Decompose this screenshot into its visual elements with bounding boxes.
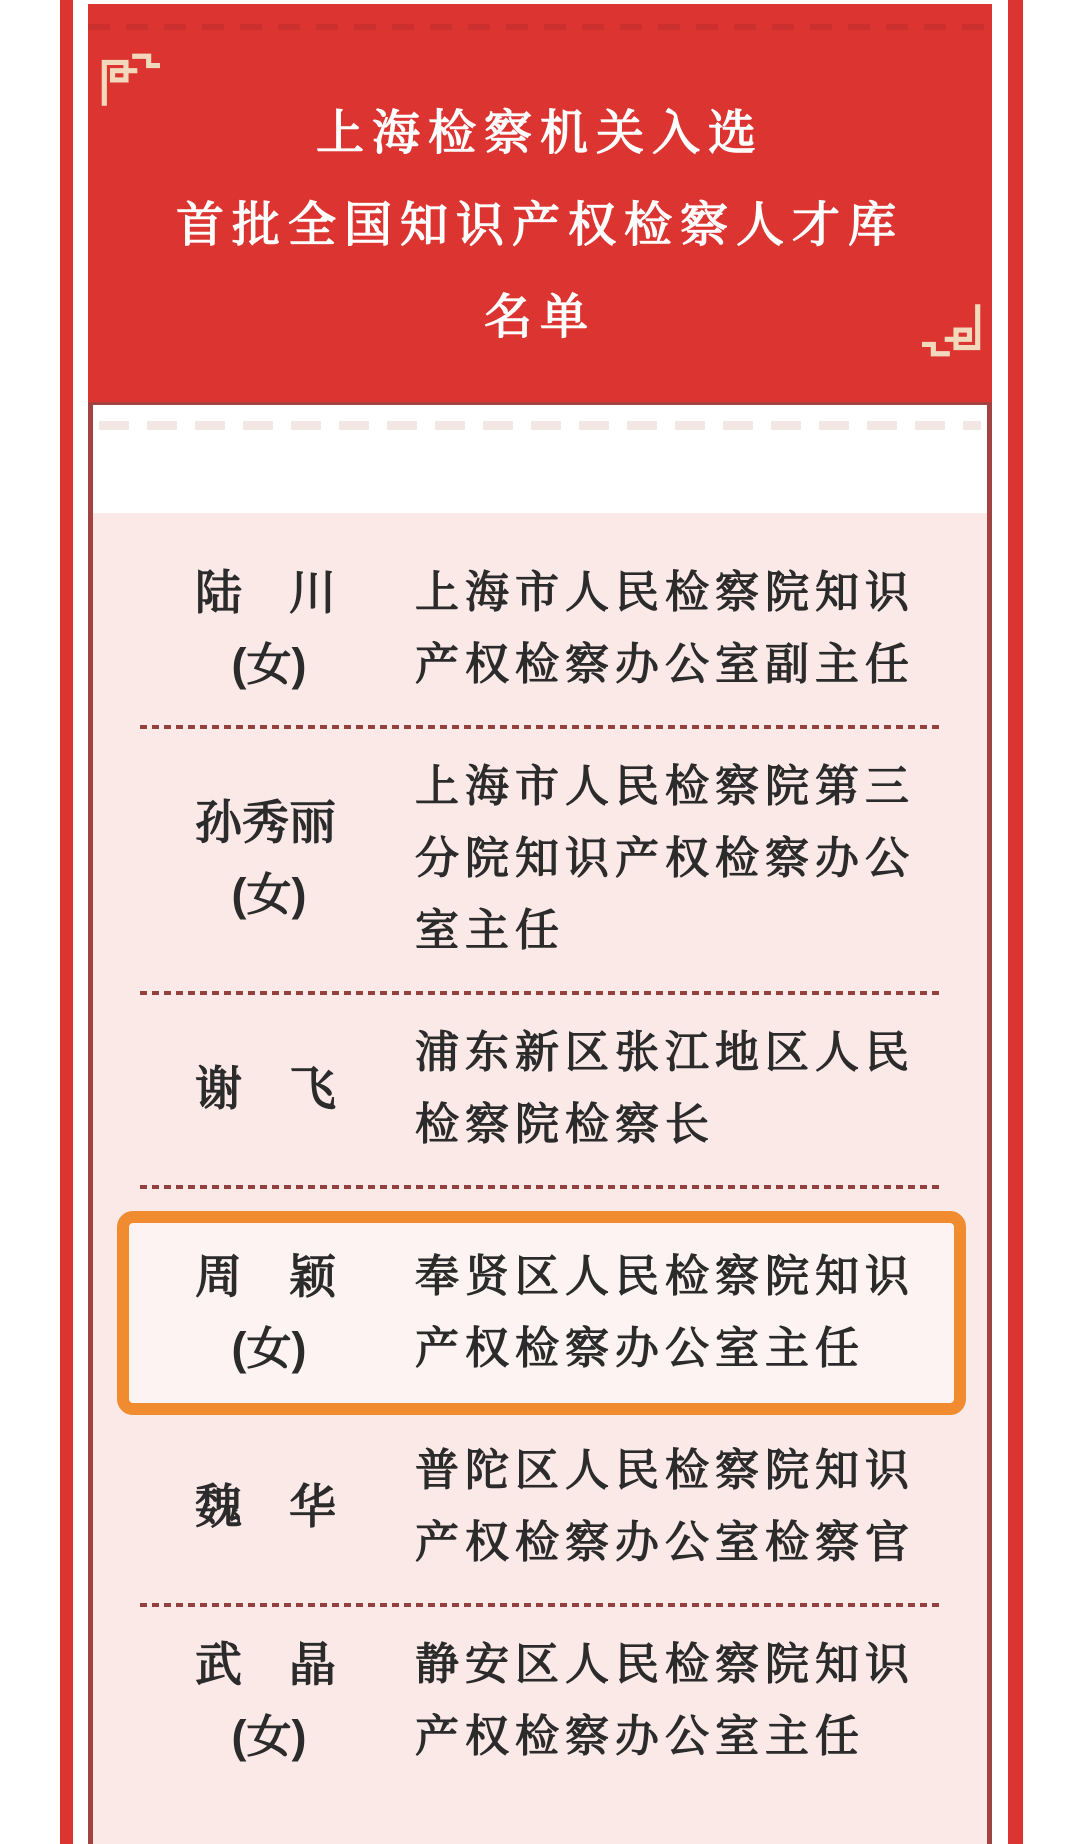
person-name: 魏 华	[195, 1480, 336, 1533]
person-title-line: 产权检察办公室主任	[415, 1324, 865, 1373]
person-name: 陆 川	[195, 566, 336, 619]
person-title-block	[415, 1017, 987, 1161]
list-item	[93, 1435, 987, 1579]
dashed-separator	[140, 725, 940, 729]
list-item	[93, 751, 987, 967]
gender-note: (女)	[231, 869, 307, 920]
dashed-separator	[140, 991, 940, 995]
person-title-line: 静安区人民检察院知识	[415, 1640, 915, 1689]
header-title-line-1: 上海检察机关入选	[315, 107, 764, 160]
person-title-block	[415, 751, 987, 967]
right-red-stripe	[1008, 0, 1023, 1844]
person-title-line: 普陀区人民检察院知识	[415, 1446, 915, 1495]
person-title-line: 产权检察办公室检察官	[415, 1518, 915, 1567]
person-title-line: 室主任	[415, 906, 565, 955]
perforation-line	[99, 421, 981, 430]
list-item	[93, 1629, 987, 1773]
person-name: 周 颖	[195, 1250, 336, 1303]
person-title-block	[415, 557, 987, 701]
list-panel	[88, 405, 992, 1844]
person-title-line: 产权检察办公室副主任	[415, 640, 915, 689]
poster-column	[88, 0, 992, 1844]
person-title-line: 上海市人民检察院第三	[415, 762, 915, 811]
person-title-line: 分院知识产权检察办公	[415, 834, 915, 883]
person-name-block	[195, 1471, 343, 1543]
person-title-block	[415, 1629, 987, 1773]
gender-note: (女)	[231, 639, 307, 690]
header-title-line-3: 名单	[483, 291, 596, 344]
person-name-block	[195, 1241, 343, 1385]
person-title-block	[415, 1435, 987, 1579]
corner-ornament-bottom-right-icon	[922, 296, 988, 362]
list-item-highlighted	[129, 1241, 954, 1385]
list-item	[93, 1017, 987, 1161]
gender-note: (女)	[231, 1711, 307, 1762]
person-title-line: 浦东新区张江地区人民	[415, 1028, 915, 1077]
person-name-block	[195, 787, 343, 931]
person-title-line: 上海市人民检察院知识	[415, 568, 915, 617]
person-name: 孙秀丽	[195, 796, 336, 849]
person-title-line: 检察院检察长	[415, 1100, 715, 1149]
panel-top-margin	[93, 405, 987, 513]
header-banner	[88, 4, 992, 405]
person-title-line: 产权检察办公室主任	[415, 1712, 865, 1761]
gender-note: (女)	[231, 1323, 307, 1374]
person-name-block	[195, 1053, 343, 1125]
header-title-line-2: 首批全国知识产权检察人才库	[175, 199, 904, 252]
person-name: 谢 飞	[195, 1062, 336, 1115]
person-title-line: 奉贤区人民检察院知识	[415, 1252, 915, 1301]
person-name-block	[195, 1629, 343, 1773]
name-list	[93, 513, 987, 1844]
person-name: 武 晶	[195, 1638, 336, 1691]
dashed-separator	[140, 1603, 940, 1607]
left-red-stripe	[60, 0, 73, 1844]
dashed-separator	[140, 1185, 940, 1189]
person-name-block	[195, 557, 343, 701]
list-item	[93, 557, 987, 701]
person-title-block	[415, 1241, 954, 1385]
header-titles	[88, 4, 992, 364]
highlight-box	[117, 1211, 966, 1415]
